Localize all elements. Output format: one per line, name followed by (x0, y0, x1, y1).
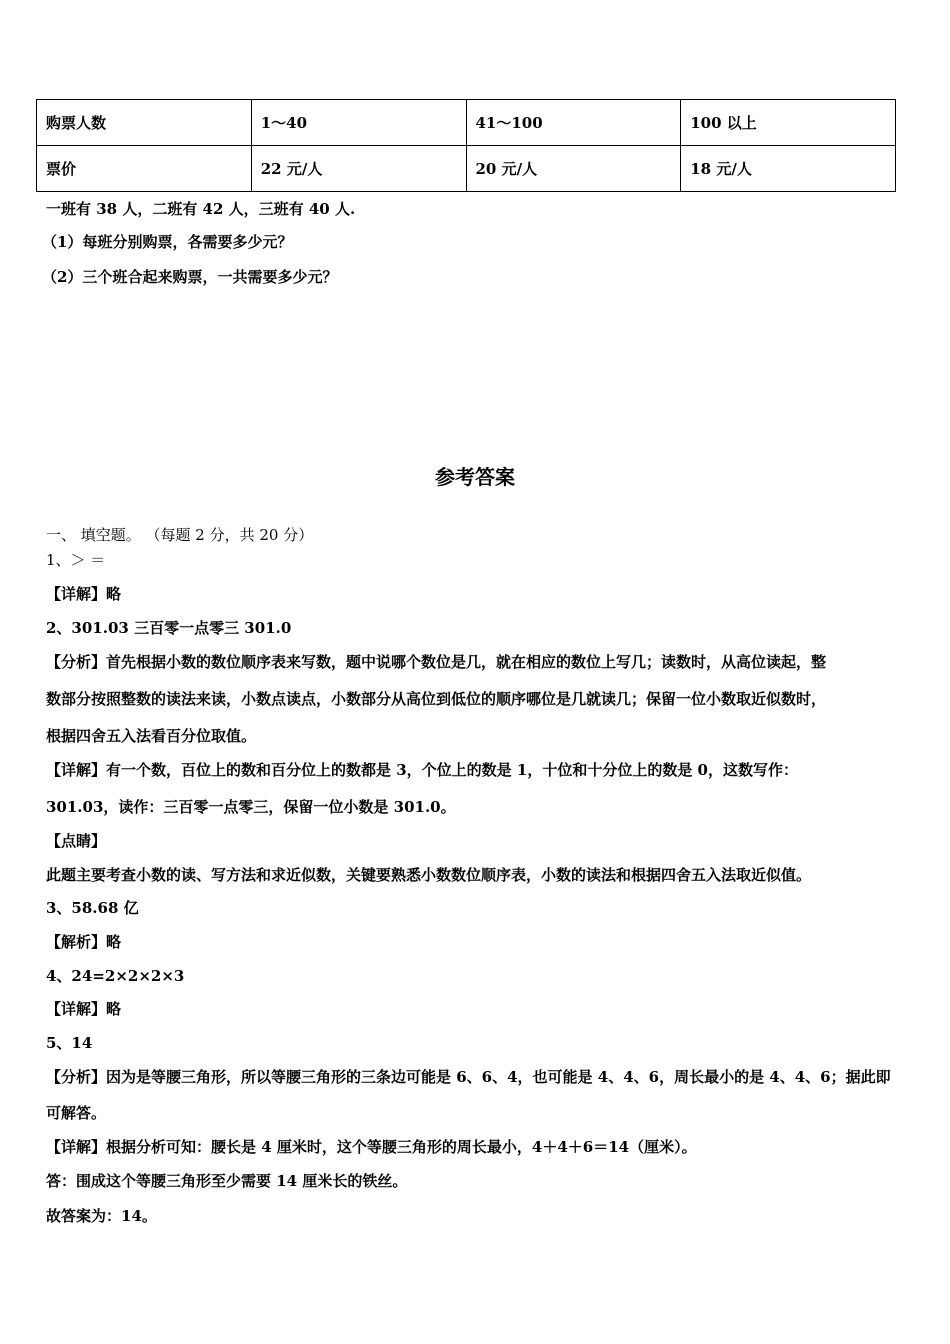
table-cell: 22 元/人 (251, 146, 466, 192)
answer-2-analysis: 【分析】首先根据小数的数位顺序表来写数，题中说哪个数位是几，就在相应的数位上写几；读数时，从高位读起，整 (46, 653, 827, 671)
ticket-price-table (36, 99, 896, 192)
problem-question-2: （2）三个班合起来购票，一共需要多少元？ (42, 268, 338, 286)
answer-5-answer: 答：围成这个等腰三角形至少需要 14 厘米长的铁丝。 (46, 1172, 408, 1190)
table-row (37, 146, 896, 192)
answer-4: 4、24=2×2×2×3 (46, 967, 185, 985)
answer-1-detail: 【详解】略 (46, 585, 122, 603)
answer-3: 3、58.68 亿 (46, 899, 139, 917)
answer-3-detail: 【解析】略 (46, 933, 122, 951)
table-cell: 41～100 (466, 100, 681, 146)
answer-2-detail: 301.03，读作：三百零一点零三，保留一位小数是 301.0。 (46, 798, 456, 816)
answers-title: 参考答案 (435, 465, 515, 489)
section-heading: 一、 填空题。 （每题 2 分，共 20 分） (46, 526, 314, 544)
table-cell: 100 以上 (681, 100, 896, 146)
table-cell: 1～40 (251, 100, 466, 146)
answer-2-analysis: 数部分按照整数的读法来读，小数点读点，小数部分从高位到低位的顺序哪位是几就读几；保留一位小数取近似数时， (46, 690, 827, 708)
answer-5-analysis: 【分析】因为是等腰三角形，所以等腰三角形的三条边可能是 6、6、4，也可能是 4、4、6，周长最小的是 4、4、6；据此即 (46, 1068, 891, 1086)
table-cell: 18 元/人 (681, 146, 896, 192)
answer-2-analysis: 根据四舍五入法看百分位取值。 (46, 727, 257, 745)
table-cell: 票价 (37, 146, 252, 192)
table-cell: 20 元/人 (466, 146, 681, 192)
answer-2-point-label: 【点睛】 (46, 832, 107, 850)
answer-5-detail: 【详解】根据分析可知：腰长是 4 厘米时，这个等腰三角形的周长最小，4＋4＋6＝14（厘米）。 (46, 1138, 697, 1156)
answer-5-analysis: 可解答。 (46, 1104, 107, 1122)
answer-1: 1、＞ ＝ (46, 551, 106, 569)
problem-question-1: （1）每班分别购票，各需要多少元？ (42, 233, 293, 251)
answer-5: 5、14 (46, 1034, 93, 1052)
answer-4-detail: 【详解】略 (46, 1000, 122, 1018)
answer-2-point: 此题主要考查小数的读、写方法和求近似数，关键要熟悉小数数位顺序表，小数的读法和根据四舍五入法取近似值。 (46, 866, 812, 884)
problem-intro: 一班有 38 人，二班有 42 人，三班有 40 人. (46, 200, 356, 218)
answer-5-final: 故答案为：14。 (46, 1207, 157, 1225)
table-row (37, 100, 896, 146)
answer-2-detail: 【详解】有一个数，百位上的数和百分位上的数都是 3，个位上的数是 1，十位和十分位上的数是 0，这数写作： (46, 761, 798, 779)
table-cell: 购票人数 (37, 100, 252, 146)
answer-2: 2、301.03 三百零一点零三 301.0 (46, 619, 292, 637)
